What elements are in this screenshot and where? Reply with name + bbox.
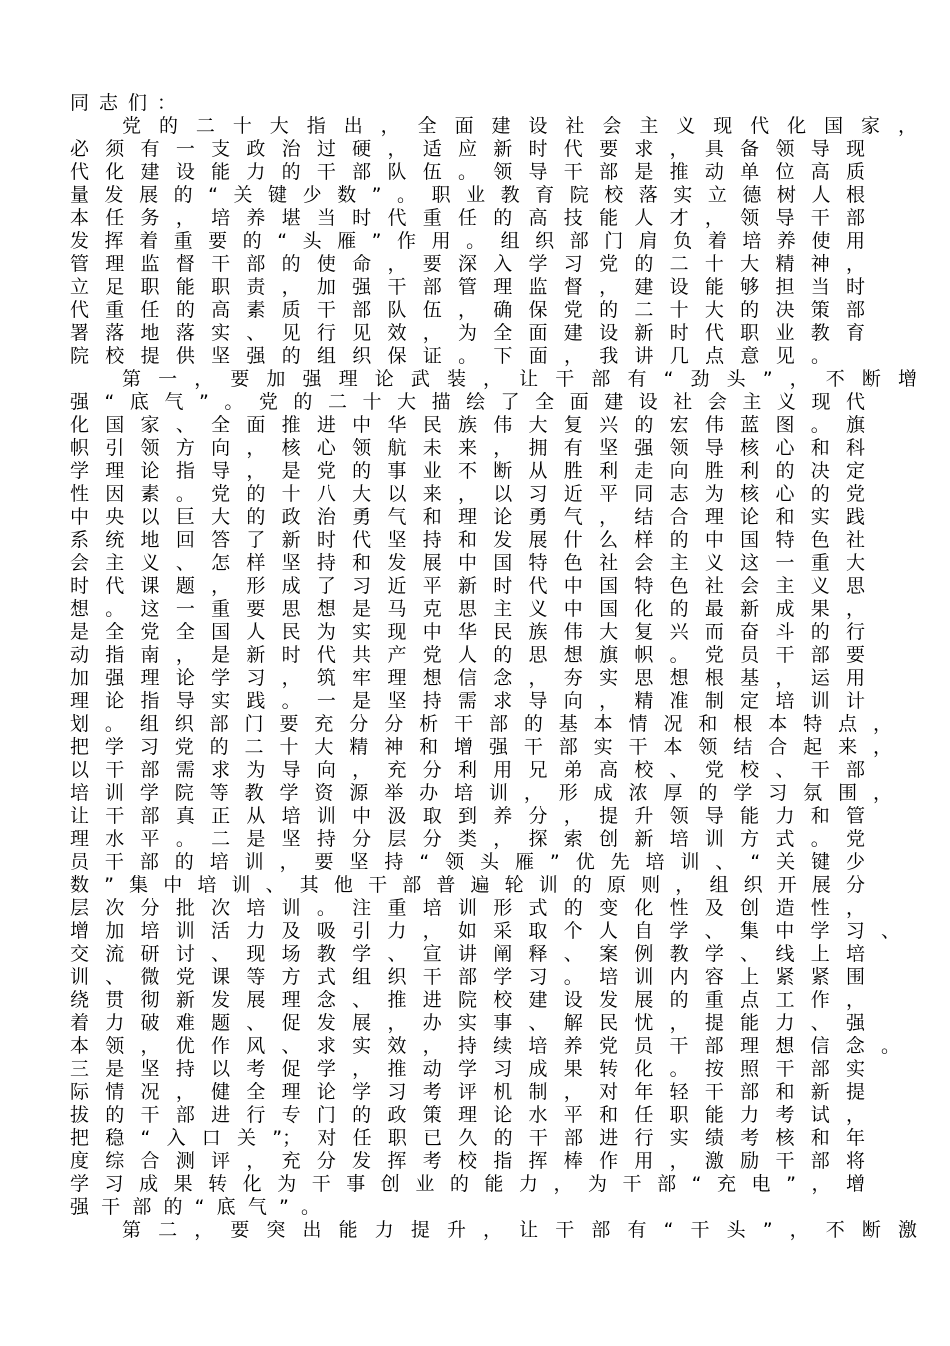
text-line: 以干部需求为导向，充分利用兄弟高校、党校、干部 <box>70 759 865 781</box>
text-line: 拔的干部进行专门的政策理论水平和任职能力考试， <box>70 1104 865 1126</box>
text-line: 时代课题，形成了习近平新时代中国特色社会主义思 <box>70 575 865 597</box>
text-line: 中央以巨大的政治勇气和理论勇气，结合理论和实践 <box>70 506 865 528</box>
text-line: 性因素。党的十八大以来，以习近平同志为核心的党 <box>70 483 865 505</box>
text-line: 第一，要加强理论武装，让干部有“劲头”，不断增 <box>122 368 917 390</box>
text-line: 理论指导实践。一是坚持需求导向，精准制定培训计 <box>70 690 865 712</box>
text-line: 强干部的“底气”。 <box>70 1196 320 1218</box>
text-line: 会主义、怎样坚持和发展中国特色社会主义这一重大 <box>70 552 865 574</box>
text-line: 加强理论学习，筑牢理想信念，夯实思想根基，运用 <box>70 667 865 689</box>
text-line: 党的二十大指出，全面建设社会主义现代化国家， <box>122 115 917 137</box>
text-line: 理水平。二是坚持分层分类，探索创新培训方式。党 <box>70 828 865 850</box>
text-line: 数”集中培训、其他干部普遍轮训的原则，组织开展分 <box>70 874 865 896</box>
text-line: 强“底气”。党的二十大描绘了全面建设社会主义现代 <box>70 391 865 413</box>
text-line: 让干部真正从培训中汲取到养分，提升领导能力和管 <box>70 805 865 827</box>
text-line: 绕贯彻新发展理念、推进院校建设发展的重点工作， <box>70 989 865 1011</box>
text-line: 本任务，培养堪当时代重任的高技能人才，领导干部 <box>70 207 865 229</box>
text-line: 学习成果转化为干事创业的能力，为干部“充电”，增 <box>70 1173 865 1195</box>
text-line: 署落地落实、见行见效，为全面建设新时代职业教育 <box>70 322 865 344</box>
text-line: 代重任的高素质干部队伍，确保党的二十大的决策部 <box>70 299 865 321</box>
text-line: 化国家、全面推进中华民族伟大复兴的宏伟蓝图。旗 <box>70 414 865 436</box>
text-line: 层次分批次培训。注重培训形式的变化性及创造性， <box>70 897 865 919</box>
text-line: 三是坚持以考促学，推动学习成果转化。按照干部实 <box>70 1058 865 1080</box>
text-line: 本领，优作风、求实效，持续培养党员干部理想信念。 <box>70 1035 900 1057</box>
text-line: 帜引领方向，核心领航未来，拥有坚强领导核心和科 <box>70 437 865 459</box>
text-line: 交流研讨、现场教学、宣讲阐释、案例教学、线上培 <box>70 943 865 965</box>
text-line: 是全党全国人民为实现中华民族伟大复兴而奋斗的行 <box>70 621 865 643</box>
text-line: 把学习党的二十大精神和增强干部实干本领结合起来， <box>70 736 892 758</box>
text-line: 想。这一重要思想是马克思主义中国化的最新成果， <box>70 598 865 620</box>
text-line: 系统地回答了新时代坚持和发展什么样的中国特色社 <box>70 529 865 551</box>
text-line: 划。组织部门要充分分析干部的基本情况和根本特点， <box>70 713 892 735</box>
text-line: 把稳“入口关”；对任职已久的干部进行实绩考核和年 <box>70 1127 865 1149</box>
document-body <box>70 92 917 1242</box>
text-line: 培训学院等教学资源举办培训，形成浓厚的学习氛围， <box>70 782 892 804</box>
text-line: 发挥着重要的“头雁”作用。组织部门肩负着培养使用 <box>70 230 865 252</box>
text-line: 代化建设能力的干部队伍。领导干部是推动单位高质 <box>70 161 865 183</box>
text-line: 动指南，是新时代共产党人的思想旗帜。党员干部要 <box>70 644 865 666</box>
text-line: 量发展的“关键少数”。职业教育院校落实立德树人根 <box>70 184 865 206</box>
text-line: 员干部的培训，要坚持“领头雁”优先培训、“关键少 <box>70 851 865 873</box>
text-line: 训、微党课等方式组织干部学习。培训内容上紧紧围 <box>70 966 865 988</box>
text-line: 院校提供坚强的组织保证。下面，我讲几点意见。 <box>70 345 830 367</box>
text-line: 度综合测评，充分发挥考校指挥棒作用，激励干部将 <box>70 1150 865 1172</box>
text-line: 学理论指导，是党的事业不断从胜利走向胜利的决定 <box>70 460 865 482</box>
text-line: 管理监督干部的使命，要深入学习党的二十大精神， <box>70 253 865 275</box>
text-line: 同志们： <box>70 92 187 114</box>
text-line: 必须有一支政治过硬，适应新时代要求，具备领导现 <box>70 138 865 160</box>
text-line: 际情况，健全理论学习考评机制，对年轻干部和新提 <box>70 1081 865 1103</box>
text-line: 第二，要突出能力提升，让干部有“干头”，不断激 <box>122 1219 917 1241</box>
text-line: 着力破难题、促发展，办实事、解民忧，提能力、强 <box>70 1012 865 1034</box>
text-line: 立足职能职责，加强干部管理监督，建设能够担当时 <box>70 276 865 298</box>
text-line: 增加培训活力及吸引力，如采取个人自学、集中学习、 <box>70 920 900 942</box>
